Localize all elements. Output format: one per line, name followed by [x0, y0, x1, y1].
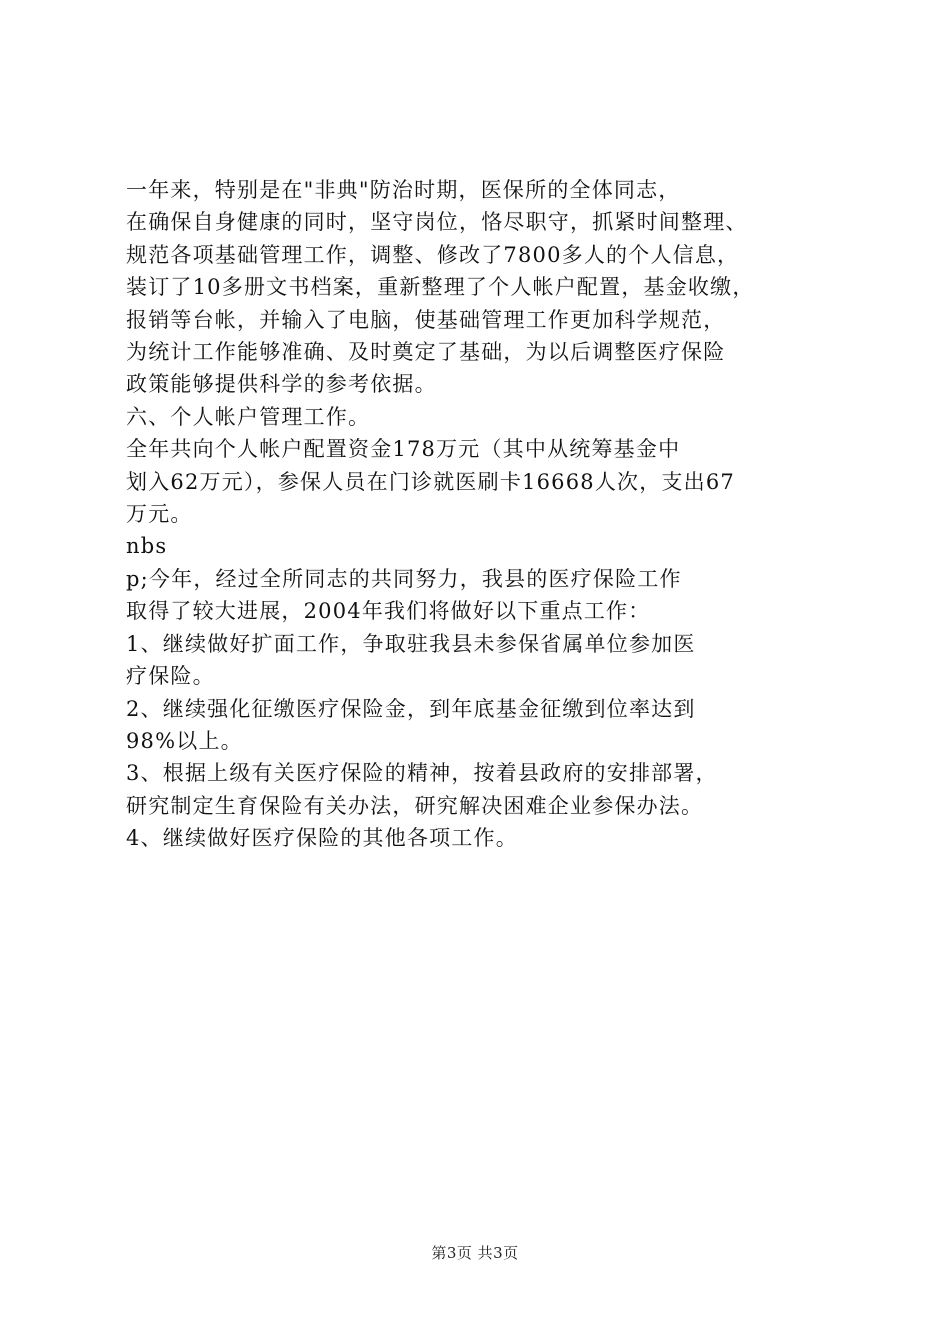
text-line: 规范各项基础管理工作，调整、修改了7800多人的个人信息，: [126, 242, 740, 267]
list-item-2: 2、继续强化征缴医疗保险金，到年底基金征缴到位率达到: [126, 696, 696, 721]
text-line: 政策能够提供科学的参考依据。: [126, 372, 437, 397]
text-line: 万元。: [126, 502, 193, 527]
text-line: p;今年，经过全所同志的共同努力，我县的医疗保险工作: [126, 566, 682, 591]
list-item-1: 1、继续做好扩面工作，争取驻我县未参保省属单位参加医: [126, 631, 696, 656]
list-item-3: 3、根据上级有关医疗保险的精神，按着县政府的安排部署，: [126, 761, 718, 786]
text-line: 98%以上。: [126, 728, 243, 753]
text-line: 一年来，特别是在"非典"防治时期，医保所的全体同志，: [126, 178, 681, 202]
text-line: nbs: [126, 534, 168, 559]
text-line: 为统计工作能够准确、及时奠定了基础，为以后调整医疗保险: [126, 340, 726, 365]
section-heading: 六、个人帐户管理工作。: [126, 404, 371, 429]
text-line: 在确保自身健康的同时，坚守岗位，恪尽职守，抓紧时间整理、: [126, 210, 748, 235]
text-line: 报销等台帐，并输入了电脑，使基础管理工作更加科学规范，: [126, 307, 726, 332]
text-line: 全年共向个人帐户配置资金178万元（其中从统筹基金中: [126, 437, 681, 462]
text-line: 研究制定生育保险有关办法，研究解决困难企业参保办法。: [126, 793, 704, 818]
document-body: [126, 174, 836, 855]
list-item-4: 4、继续做好医疗保险的其他各项工作。: [126, 826, 518, 851]
text-line: 装订了10多册文书档案，重新整理了个人帐户配置，基金收缴，: [126, 275, 755, 300]
text-line: 疗保险。: [126, 664, 215, 689]
text-line: 取得了较大进展，2004年我们将做好以下重点工作：: [126, 599, 651, 624]
page-number-footer: 第3页 共3页: [431, 1244, 519, 1262]
text-line: 划入62万元），参保人员在门诊就医刷卡16668人次，支出67: [126, 469, 735, 494]
